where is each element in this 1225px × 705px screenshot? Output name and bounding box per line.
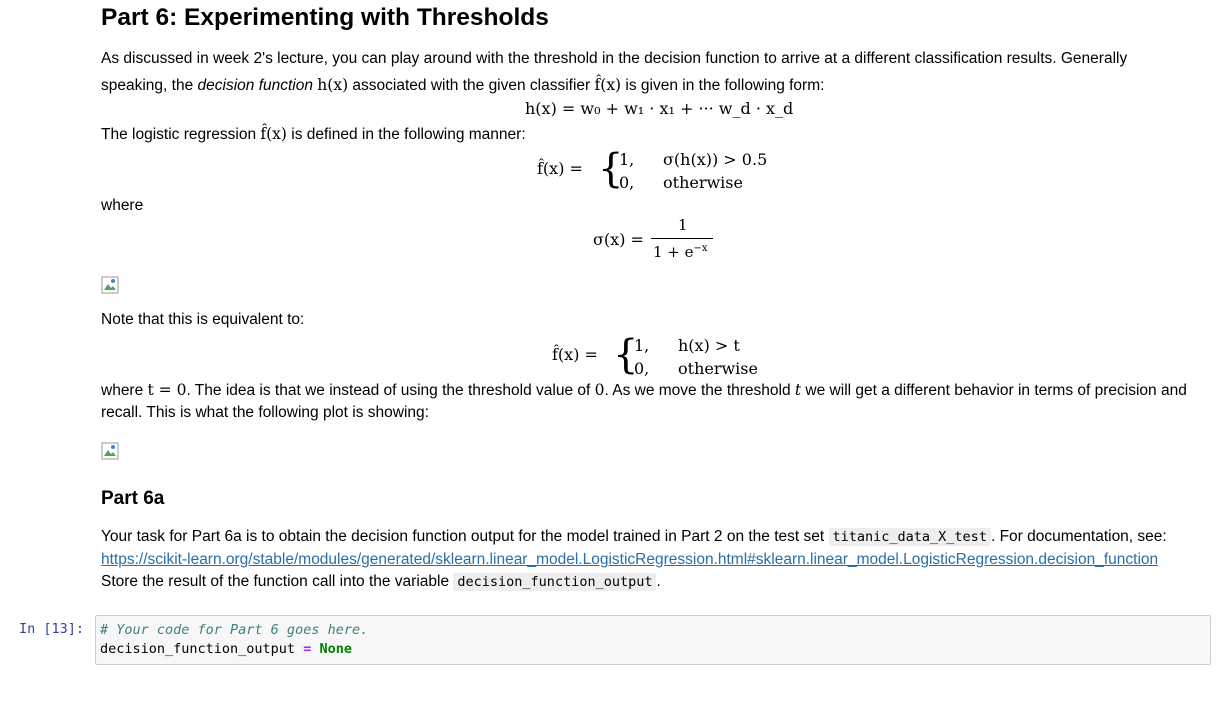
brace-icon-2: { (613, 332, 639, 378)
inline-code-variable: decision_function_output (453, 573, 656, 591)
f-hat-lhs-2: f̂(x) = (552, 345, 598, 364)
condition-threshold: h(x) > t (678, 336, 740, 355)
where-label: where (101, 197, 144, 214)
cell-prompt: In [13]: (19, 621, 85, 637)
logistic-regression-text: The logistic regression f̂(x) is defined in the following manner: (101, 125, 526, 143)
f-hat-lhs: f̂(x) = (537, 159, 583, 178)
intro-line-1: As discussed in week 2's lecture, you can play around with the threshold in the decision function to arrive at a different classification results. Generally (101, 50, 1128, 67)
task-text-line-1: Your task for Part 6a is to obtain the decision function output for the model trained in Part 2 on the test set titanic_data_X_test . For documentation, see: (101, 528, 1167, 545)
condition-otherwise-2: otherwise (678, 359, 758, 378)
sigma-lhs: σ(x) = (593, 230, 644, 249)
condition-sigma: σ(h(x)) > 0.5 (663, 150, 768, 169)
broken-image-icon (101, 276, 119, 294)
code-line-2: decision_function_output = None (100, 641, 353, 657)
case-one: 1, (619, 150, 635, 169)
sigma-numerator: 1 (678, 216, 688, 234)
threshold-text-line-2: recall. This is what the following plot is showing: (101, 404, 429, 421)
case-zero-2: 0, (634, 359, 650, 378)
section-subheading: Part 6a (101, 488, 165, 509)
documentation-link[interactable]: https://scikit-learn.org/stable/modules/generated/sklearn.linear_model.LogisticRegression.html#sklearn.linear_model.LogisticRegression.decision_function (101, 551, 1159, 568)
threshold-text-line-1: where t = 0. The idea is that we instead of using the threshold value of 0. As we move the threshold t we will get a different behavior in terms of precision and (101, 381, 1187, 399)
page-title: Part 6: Experimenting with Thresholds (101, 4, 549, 31)
code-cell-editor[interactable] (95, 615, 1211, 665)
broken-image-icon-2 (101, 442, 119, 460)
code-line-1: # Your code for Part 6 goes here. (100, 622, 369, 638)
case-zero: 0, (619, 173, 635, 192)
intro-line-2: speaking, the decision function h(x) associated with the given classifier f̂(x) is given in the following form: (101, 76, 825, 94)
note-text: Note that this is equivalent to: (101, 311, 305, 328)
fraction-bar (651, 238, 713, 239)
brace-icon: { (598, 146, 624, 192)
case-one-2: 1, (634, 336, 650, 355)
task-text-line-3: Store the result of the function call into the variable decision_function_output . (101, 573, 661, 590)
inline-code-test-set: titanic_data_X_test (829, 528, 991, 546)
condition-otherwise: otherwise (663, 173, 743, 192)
sigma-denominator: $1 + e^{-x}$ (653, 243, 708, 261)
decision-function-equation: h(x) = w₀ + w₁ · x₁ + ··· w_d · x_d (525, 99, 794, 118)
